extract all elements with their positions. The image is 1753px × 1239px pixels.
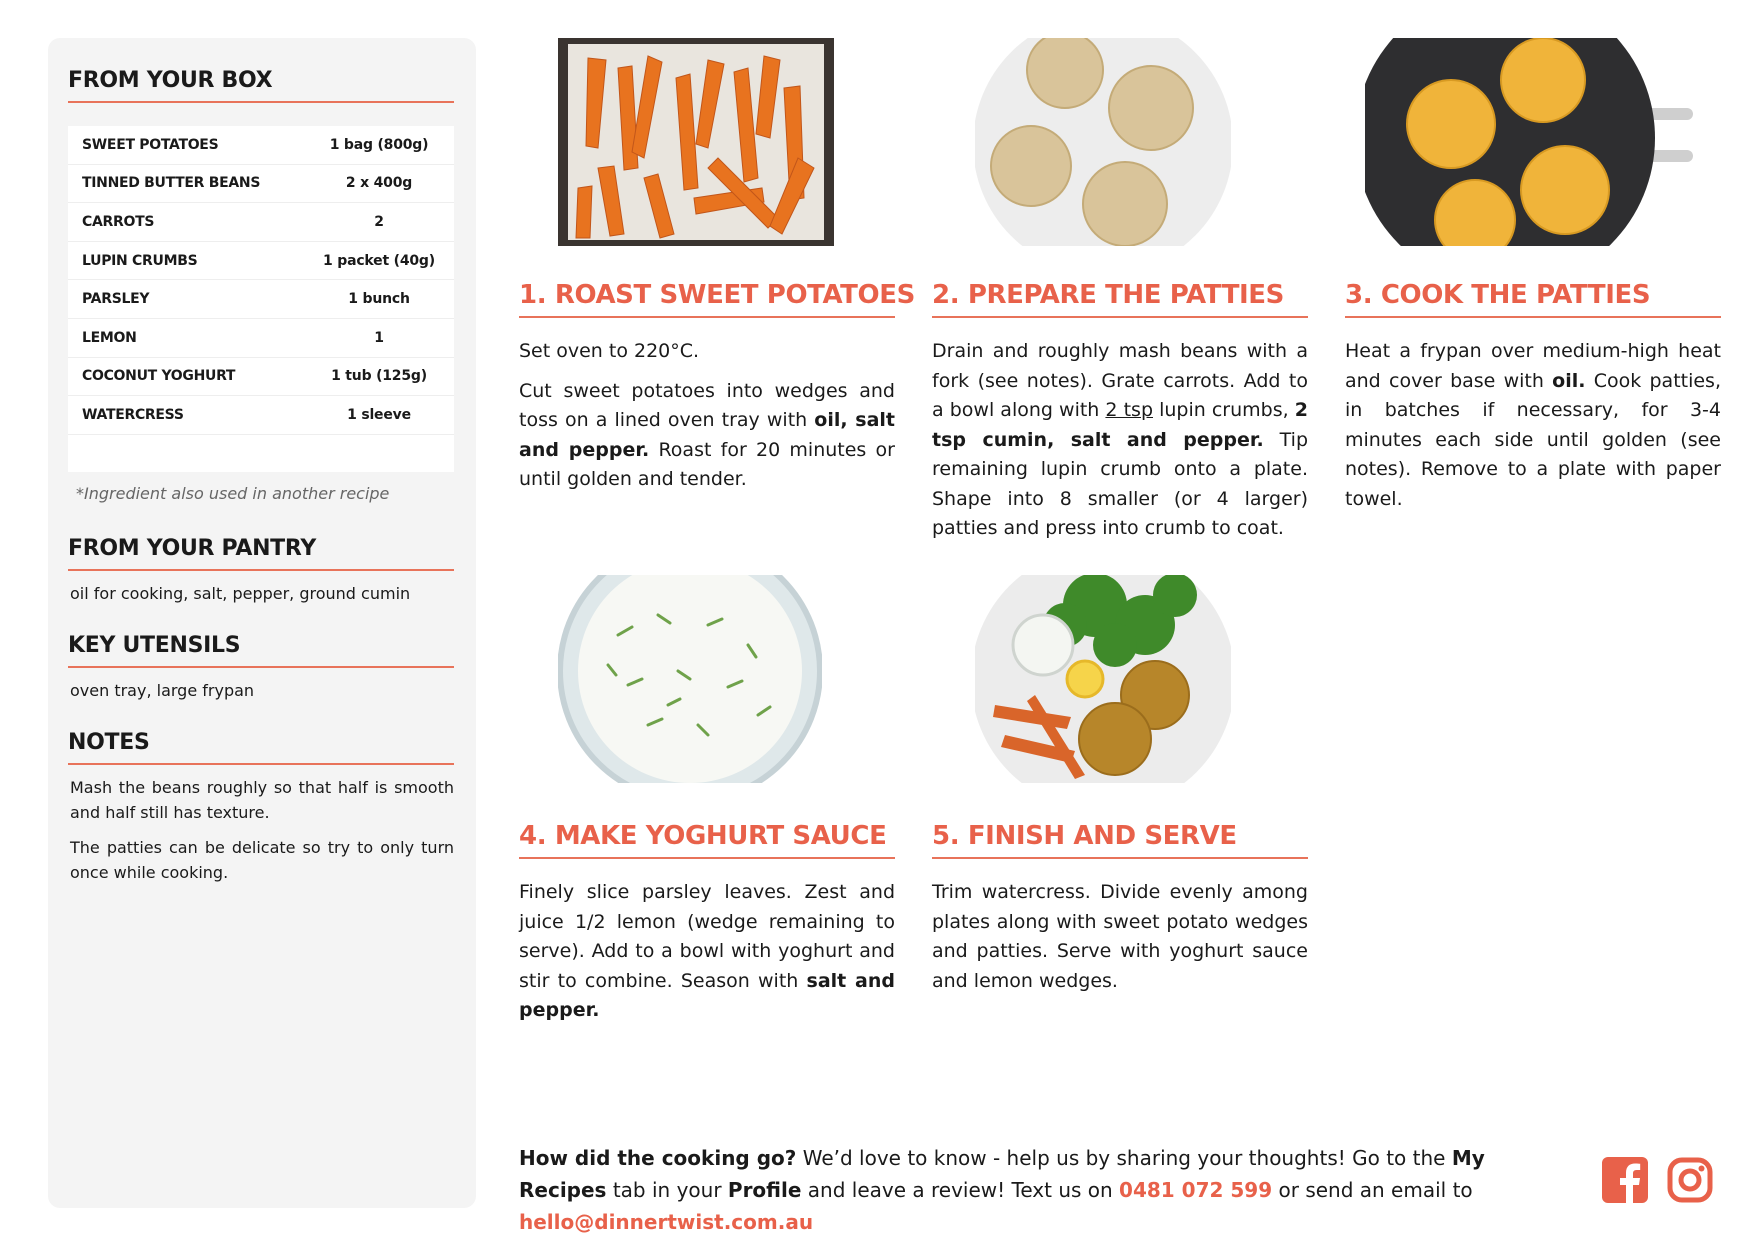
ingredient-row: [68, 280, 454, 319]
step-5-heading: 5. FINISH AND SERVE: [932, 821, 1308, 859]
ingredient-row: [68, 396, 454, 435]
ingredient-name: COCONUT YOGHURT: [82, 368, 236, 385]
ingredient-qty: 1 bag (800g): [329, 136, 429, 153]
ingredient-row: [68, 242, 454, 281]
step-3-body: [1345, 337, 1721, 524]
phone-link[interactable]: 0481 072 599: [1119, 1178, 1273, 1202]
finish-and-serve-photo: [975, 575, 1231, 783]
step-4-body: [519, 878, 895, 1036]
ingredient-qty: 2: [374, 213, 384, 230]
ingredients-table: [68, 126, 454, 472]
note-2: The patties can be delicate so try to only turn once while cooking.: [70, 838, 454, 882]
ingredient-qty: 1 bunch: [348, 291, 410, 308]
step-4-paragraph: Finely slice parsley leaves. Zest and juice 1/2 lemon (wedge remaining to serve). Add to a bowl with yoghurt and stir to combine. Season with salt and pepper.: [519, 881, 895, 1021]
step-5-body: [932, 878, 1308, 1006]
ingredient-row: [68, 126, 454, 165]
step-5-paragraph: Trim watercress. Divide evenly among plates along with sweet potato wedges and patties. Serve with yoghurt sauce and lemon wedges.: [932, 881, 1308, 992]
ingredient-name: CARROTS: [82, 213, 155, 230]
ingredient-name: PARSLEY: [82, 291, 150, 308]
ingredient-row: [68, 165, 454, 204]
profile-link[interactable]: Profile: [727, 1178, 802, 1202]
ingredient-qty: 1 packet (40g): [323, 252, 435, 269]
ingredient-name: LUPIN CRUMBS: [82, 252, 198, 269]
notes-heading: NOTES: [68, 730, 454, 765]
pantry-text: oil for cooking, salt, pepper, ground cumin: [70, 584, 411, 603]
prepare-patties-photo: [975, 38, 1231, 246]
step-1-paragraph-1: Set oven to 220°C.: [519, 340, 700, 362]
ingredient-row: [68, 358, 454, 397]
ingredient-footnote: *Ingredient also used in another recipe: [76, 484, 390, 503]
ingredient-row: [68, 319, 454, 358]
my-recipes-link[interactable]: My Recipes: [519, 1146, 1485, 1202]
note-1: Mash the beans roughly so that half is smooth and half still has texture.: [70, 778, 454, 822]
roast-sweet-potatoes-photo: [558, 38, 834, 246]
feedback-footer: How did the cooking go? We’d love to know - help us by sharing your thoughts! Go to the My Recipes tab in your Profile and leave a review! Text us on 0481 072 599 or send an email to hello@dinnertwist.com.au: [519, 1146, 1485, 1234]
from-your-box-heading: FROM YOUR BOX: [68, 68, 454, 103]
step-3-heading: 3. COOK THE PATTIES: [1345, 280, 1721, 318]
step-1-heading: 1. ROAST SWEET POTATOES: [519, 280, 895, 318]
ingredient-qty: 1 sleeve: [347, 406, 411, 423]
ingredient-name: SWEET POTATOES: [82, 136, 219, 153]
ingredient-name: TINNED BUTTER BEANS: [82, 175, 261, 192]
facebook-icon[interactable]: [1602, 1157, 1648, 1203]
ingredient-row: [68, 203, 454, 242]
yoghurt-sauce-photo: [558, 575, 822, 783]
step-4-heading: 4. MAKE YOGHURT SAUCE: [519, 821, 895, 859]
instagram-icon[interactable]: [1667, 1157, 1713, 1203]
from-your-pantry-heading: FROM YOUR PANTRY: [68, 536, 454, 571]
ingredient-qty: 1 tub (125g): [331, 368, 427, 385]
ingredient-name: LEMON: [82, 329, 137, 346]
feedback-question: How did the cooking go?: [519, 1146, 797, 1170]
ingredient-name: WATERCRESS: [82, 406, 184, 423]
utensils-text: oven tray, large frypan: [70, 681, 255, 700]
step-2-heading: 2. PREPARE THE PATTIES: [932, 280, 1308, 318]
step-1-paragraph-2: Cut sweet potatoes into wedges and toss on a lined oven tray with oil, salt and pepper. Roast for 20 minutes or until golden and tender.: [519, 379, 895, 490]
step-2-paragraph: Drain and roughly mash beans with a fork (see notes). Grate carrots. Add to a bowl along with 2 tsp lupin crumbs, 2 tsp cumin, salt and pepper. Tip remaining lupin crumb onto a plate. Shape into 8 smaller (or 4 larger) patties and press into crumb to coat.: [932, 340, 1309, 539]
ingredient-qty: 2 x 400g: [345, 175, 413, 192]
step-3-paragraph: Heat a frypan over medium-high heat and cover base with oil. Cook patties, in batches if necessary, for 3-4 minutes each side until golden (see notes). Remove to a plate with paper towel.: [1345, 340, 1721, 510]
step-2-body: [932, 337, 1308, 554]
email-link[interactable]: hello@dinnertwist.com.au: [519, 1210, 814, 1234]
ingredients-panel: [48, 38, 476, 1208]
key-utensils-heading: KEY UTENSILS: [68, 633, 454, 668]
cook-patties-photo: [1365, 38, 1693, 246]
step-1-body: [519, 337, 895, 505]
ingredient-qty: 1: [374, 329, 384, 346]
